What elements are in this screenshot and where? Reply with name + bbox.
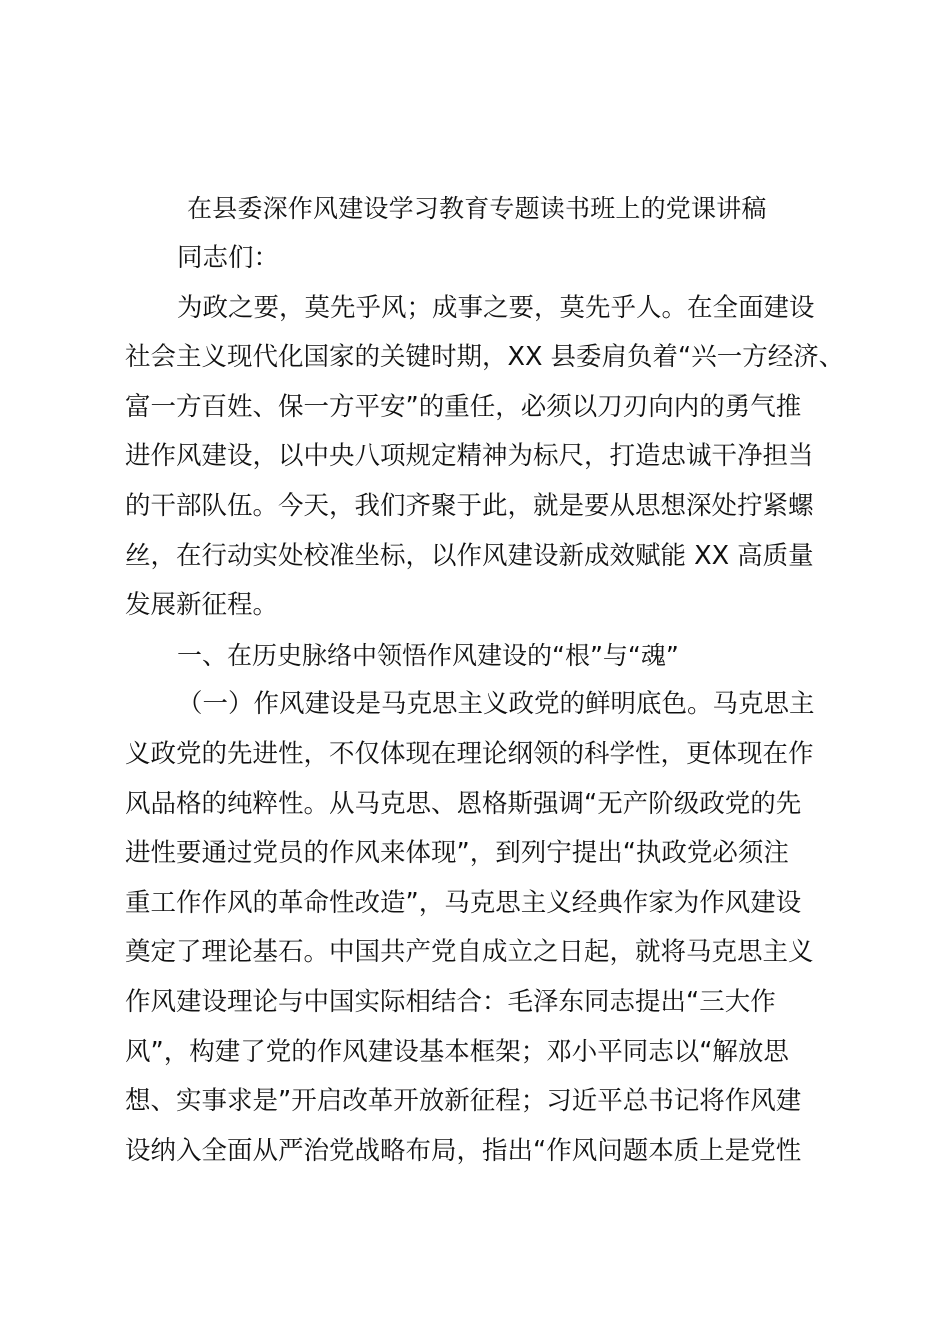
salutation: 同志们： — [177, 243, 280, 273]
paragraph-line: 重工作作风的革命性改造”，马克思主义经典作家为作风建设 — [125, 887, 802, 918]
paragraph-line: 风品格的纯粹性。从马克思、恩格斯强调“无产阶级政党的先 — [125, 788, 802, 819]
paragraph-line: 义政党的先进性，不仅体现在理论纲领的科学性，更体现在作 — [125, 738, 814, 769]
paragraph-line: 富一方百姓、保一方平安”的重任，必须以刀刃向内的勇气推 — [125, 391, 802, 422]
document-title: 在县委深作风建设学习教育专题读书班上的党课讲稿 — [187, 194, 767, 223]
paragraph-line: 设纳入全面从严治党战略布局，指出“作风问题本质上是党性 — [125, 1135, 802, 1166]
document-body — [125, 234, 845, 1176]
paragraph-line: 想、实事求是”开启改革开放新征程；习近平总书记将作风建 — [125, 1086, 802, 1117]
paragraph-line: 丝，在行动实处校准坐标，以作风建设新成效赋能 XX 高质量 — [125, 540, 814, 571]
paragraph-line: 作风建设理论与中国实际相结合：毛泽东同志提出“三大作 — [125, 986, 776, 1017]
section-heading: 一、在历史脉络中领悟作风建设的“根”与“魂” — [177, 640, 679, 670]
paragraph-line: 风”，构建了党的作风建设基本框架；邓小平同志以“解放思 — [125, 1036, 789, 1067]
paragraph-line: 为政之要，莫先乎风；成事之要，莫先乎人。在全面建设 — [177, 292, 815, 323]
paragraph-line: 的干部队伍。今天，我们齐聚于此，就是要从思想深处拧紧螺 — [125, 490, 814, 521]
paragraph-line: 进作风建设，以中央八项规定精神为标尺，打造忠诚干净担当 — [125, 441, 814, 472]
paragraph-line: 进性要通过党员的作风来体现”，到列宁提出“执政党必须注 — [125, 838, 789, 869]
paragraph-line: 奠定了理论基石。中国共产党自成立之日起，就将马克思主义 — [125, 937, 814, 968]
paragraph-line: 社会主义现代化国家的关键时期，XX 县委肩负着“兴一方经济、 — [125, 342, 845, 373]
paragraph-line: （一）作风建设是马克思主义政党的鲜明底色。马克思主 — [177, 689, 815, 720]
paragraph-line: 发展新征程。 — [125, 590, 279, 621]
